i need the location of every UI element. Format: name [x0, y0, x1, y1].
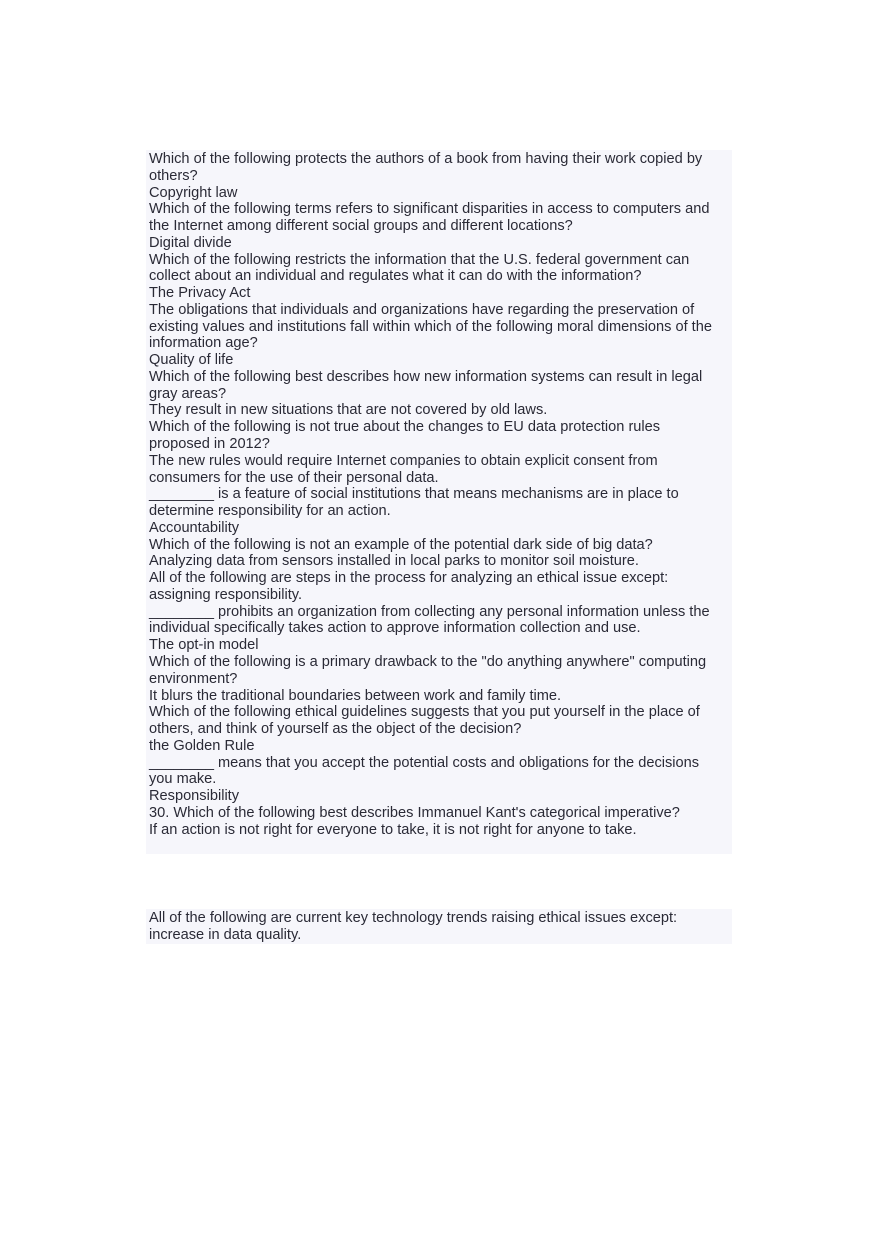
text-line: consumers for the use of their personal data. — [149, 469, 439, 486]
text-line: the Golden Rule — [149, 737, 255, 754]
text-line: individual specifically takes action to approve information collection and use. — [149, 620, 641, 637]
text-line: It blurs the traditional boundaries between work and family time. — [149, 687, 562, 704]
text-line: Which of the following best describes how new information systems can result in legal — [149, 368, 703, 385]
text-line: Which of the following protects the authors of a book from having their work copied by — [149, 151, 703, 167]
text-line: Which of the following ethical guidelines suggests that you put yourself in the place of — [149, 704, 700, 721]
text-line: Which of the following is a primary drawback to the "do anything anywhere" computing — [149, 653, 707, 670]
text-line: assigning responsibility. — [149, 586, 303, 603]
text-line: others, and think of yourself as the object of the decision? — [149, 721, 522, 738]
text-line: environment? — [149, 670, 238, 687]
text-line: The opt-in model — [149, 637, 259, 654]
text-line: The Privacy Act — [149, 285, 251, 302]
text-line: Accountability — [149, 519, 240, 536]
qa-block-extra — [146, 909, 732, 944]
text-line: The obligations that individuals and organizations have regarding the preservation of — [149, 301, 695, 318]
text-line: ________ means that you accept the potential costs and obligations for the decisions — [149, 754, 700, 771]
text-line: Which of the following terms refers to significant disparities in access to computers and — [149, 201, 710, 218]
text-line: others? — [149, 167, 198, 184]
text-line: the Internet among different social groups and different locations? — [149, 218, 573, 235]
text-line: collect about an individual and regulates what it can do with the information? — [149, 268, 642, 285]
text-line: determine responsibility for an action. — [149, 503, 391, 520]
text-line: Quality of life — [149, 352, 234, 369]
text-line: 30. Which of the following best describes Immanuel Kant's categorical imperative? — [149, 804, 680, 821]
text-line: They result in new situations that are not covered by old laws. — [149, 402, 548, 419]
text-line: Which of the following restricts the information that the U.S. federal government can — [149, 251, 690, 268]
text-line: ________ prohibits an organization from collecting any personal information unless the — [149, 603, 710, 620]
text-line: Analyzing data from sensors installed in local parks to monitor soil moisture. — [149, 553, 639, 570]
text-line: All of the following are current key technology trends raising ethical issues except: — [149, 910, 678, 926]
text-line: increase in data quality. — [149, 926, 302, 943]
text-line: Which of the following is not an example of the potential dark side of big data? — [149, 536, 653, 553]
text-line: information age? — [149, 335, 258, 352]
text-line: ________ is a feature of social institutions that means mechanisms are in place to — [149, 486, 679, 503]
text-line: Copyright law — [149, 184, 238, 201]
text-line: If an action is not right for everyone to take, it is not right for anyone to take. — [149, 821, 637, 838]
text-line: existing values and institutions fall within which of the following moral dimensions of the — [149, 318, 712, 335]
text-line: you make. — [149, 771, 217, 788]
text-line: proposed in 2012? — [149, 436, 270, 453]
text-line: Digital divide — [149, 234, 232, 251]
text-line: gray areas? — [149, 385, 227, 402]
qa-block-main — [146, 150, 732, 854]
text-line: All of the following are steps in the process for analyzing an ethical issue except: — [149, 570, 669, 587]
text-line: Responsibility — [149, 788, 240, 805]
text-line: The new rules would require Internet companies to obtain explicit consent from — [149, 452, 658, 469]
text-line: Which of the following is not true about the changes to EU data protection rules — [149, 419, 661, 436]
